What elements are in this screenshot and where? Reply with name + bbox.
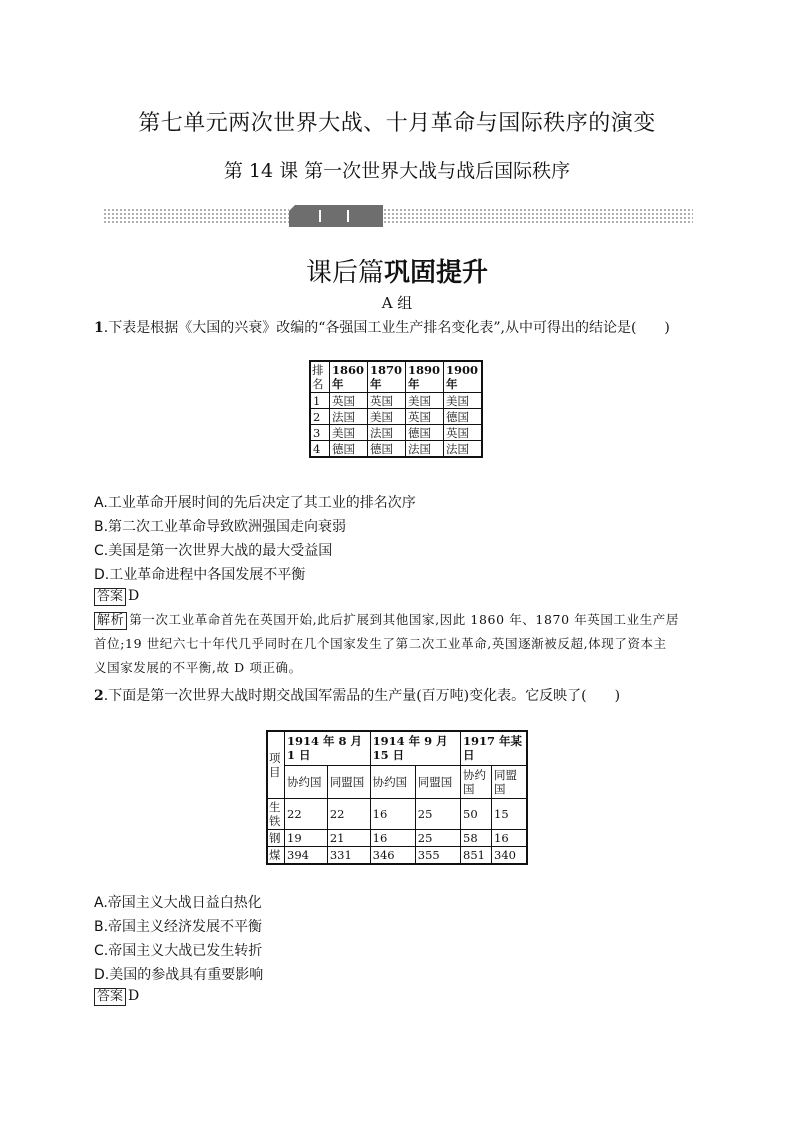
group-label: A 组 xyxy=(381,294,413,312)
table-row xyxy=(310,425,482,441)
table-cell: 16 xyxy=(370,799,415,830)
table-header-cell: 项目 xyxy=(267,731,285,799)
table-cell: 346 xyxy=(370,847,415,865)
table-cell: 21 xyxy=(327,830,370,847)
table-cell: 煤 xyxy=(267,847,285,865)
table-subheader-cell: 同盟国 xyxy=(415,765,460,799)
analysis-line: 首位;19 世纪六七十年代几乎同时在几个国家发生了第二次工业革命,英国逐渐被反超,体现了资本主 xyxy=(94,636,667,651)
question-2-option-d: D.美国的参战具有重要影响 xyxy=(94,967,264,983)
question-2-option-c: C.帝国主义大战已发生转折 xyxy=(94,943,263,959)
section-title-bold: 巩固提升 xyxy=(384,258,489,288)
answer-value: D xyxy=(128,988,140,1004)
answer-label: 答案 xyxy=(94,988,126,1006)
table-row xyxy=(310,441,482,458)
table-cell: 英国 xyxy=(330,393,368,409)
table-cell: 394 xyxy=(285,847,328,865)
table-cell: 22 xyxy=(285,799,328,830)
table-cell: 法国 xyxy=(444,441,483,458)
ranking-table xyxy=(309,360,483,458)
question-1-option-d: D.工业革命进程中各国发展不平衡 xyxy=(94,567,306,583)
table-cell: 22 xyxy=(327,799,370,830)
unit-title: 第七单元两次世界大战、十月革命与国际秩序的演变 xyxy=(138,111,656,136)
question-1-option-c: C.美国是第一次世界大战的最大受益国 xyxy=(94,543,333,559)
table-cell: 法国 xyxy=(330,409,368,425)
table-subheader-cell: 同盟国 xyxy=(327,765,370,799)
table-row xyxy=(310,409,482,425)
table-cell: 法国 xyxy=(368,425,406,441)
table-cell: 法国 xyxy=(406,441,444,458)
table-header-cell: 1914 年 9 月 15 日 xyxy=(370,731,460,765)
table-header-cell: 排名 xyxy=(310,361,330,393)
table-cell: 钢 xyxy=(267,830,285,847)
table-row xyxy=(310,393,482,409)
question-text: .下表是根据《大国的兴衰》改编的“各强国工业生产排名变化表”,从中可得出的结论是( ) xyxy=(103,320,670,336)
dotted-band-right xyxy=(383,208,693,224)
table-row xyxy=(267,830,527,847)
table-header-cell: 1917 年某日 xyxy=(461,731,528,765)
table-cell: 美国 xyxy=(406,393,444,409)
table-row xyxy=(267,847,527,865)
table-cell: 德国 xyxy=(368,441,406,458)
table-subheader-cell: 协约国 xyxy=(285,765,328,799)
banner-tick xyxy=(319,210,321,222)
question-2-stem xyxy=(94,685,620,705)
section-title xyxy=(0,252,794,289)
table-cell: 英国 xyxy=(406,409,444,425)
table-cell: 英国 xyxy=(368,393,406,409)
table-header-cell: 1900年 xyxy=(444,361,483,393)
table-cell: 美国 xyxy=(368,409,406,425)
table-header-cell: 1914 年 8 月 1 日 xyxy=(285,731,371,765)
lesson-title: 第 14 课 第一次世界大战与战后国际秩序 xyxy=(223,160,571,182)
answer-value: D xyxy=(128,588,140,604)
analysis-label: 解析 xyxy=(94,612,127,630)
question-2-option-b: B.帝国主义经济发展不平衡 xyxy=(94,919,263,935)
table-cell: 851 xyxy=(461,847,492,865)
table-cell: 58 xyxy=(461,830,492,847)
table-cell: 355 xyxy=(415,847,460,865)
banner-tick xyxy=(347,210,349,222)
table-cell: 16 xyxy=(370,830,415,847)
table-cell: 德国 xyxy=(444,409,483,425)
banner-tab xyxy=(289,205,383,227)
question-2-option-a: A.帝国主义大战日益白热化 xyxy=(94,895,262,911)
analysis-line: 解析 第一次工业革命首先在英国开始,此后扩展到其他国家,因此 1860 年、1870 年英国工业生产居 xyxy=(94,608,700,632)
question-1-option-b: B.第二次工业革命导致欧洲强国走向衰弱 xyxy=(94,519,347,535)
table-cell: 生铁 xyxy=(267,799,285,830)
table-cell: 340 xyxy=(492,847,528,865)
dotted-band-left xyxy=(103,208,289,224)
section-title-plain: 课后篇 xyxy=(305,258,384,288)
table-cell: 19 xyxy=(285,830,328,847)
table-header-cell: 1860年 xyxy=(330,361,368,393)
table-cell: 331 xyxy=(327,847,370,865)
table-cell: 16 xyxy=(492,830,528,847)
table-cell: 4 xyxy=(310,441,330,458)
question-1-analysis xyxy=(94,608,700,680)
table-cell: 美国 xyxy=(444,393,483,409)
table-subheader-cell: 协约国 xyxy=(461,765,492,799)
question-1-stem xyxy=(94,317,670,337)
table-cell: 2 xyxy=(310,409,330,425)
table-cell: 25 xyxy=(415,799,460,830)
table-header-cell: 1870年 xyxy=(368,361,406,393)
question-1-answer xyxy=(94,588,139,606)
table-cell: 15 xyxy=(492,799,528,830)
question-text: .下面是第一次世界大战时期交战国军需品的生产量(百万吨)变化表。它反映了( ) xyxy=(103,688,621,704)
table-subheader-cell: 协约国 xyxy=(370,765,415,799)
question-2-answer xyxy=(94,988,139,1006)
table-row xyxy=(267,799,527,830)
table-cell: 3 xyxy=(310,425,330,441)
table-cell: 德国 xyxy=(330,441,368,458)
table-cell: 英国 xyxy=(444,425,483,441)
munitions-table xyxy=(266,730,528,865)
table-cell: 1 xyxy=(310,393,330,409)
table-cell: 25 xyxy=(415,830,460,847)
analysis-line: 义国家发展的不平衡,故 D 项正确。 xyxy=(94,660,302,675)
table-cell: 德国 xyxy=(406,425,444,441)
table-cell: 50 xyxy=(461,799,492,830)
question-number: 2 xyxy=(94,688,104,704)
question-number: 1 xyxy=(94,320,104,336)
table-subheader-cell: 同盟国 xyxy=(492,765,528,799)
table-header-cell: 1890年 xyxy=(406,361,444,393)
answer-label: 答案 xyxy=(94,588,126,606)
question-1-option-a: A.工业革命开展时间的先后决定了其工业的排名次序 xyxy=(94,495,416,511)
decorative-banner xyxy=(103,205,693,227)
table-cell: 美国 xyxy=(330,425,368,441)
